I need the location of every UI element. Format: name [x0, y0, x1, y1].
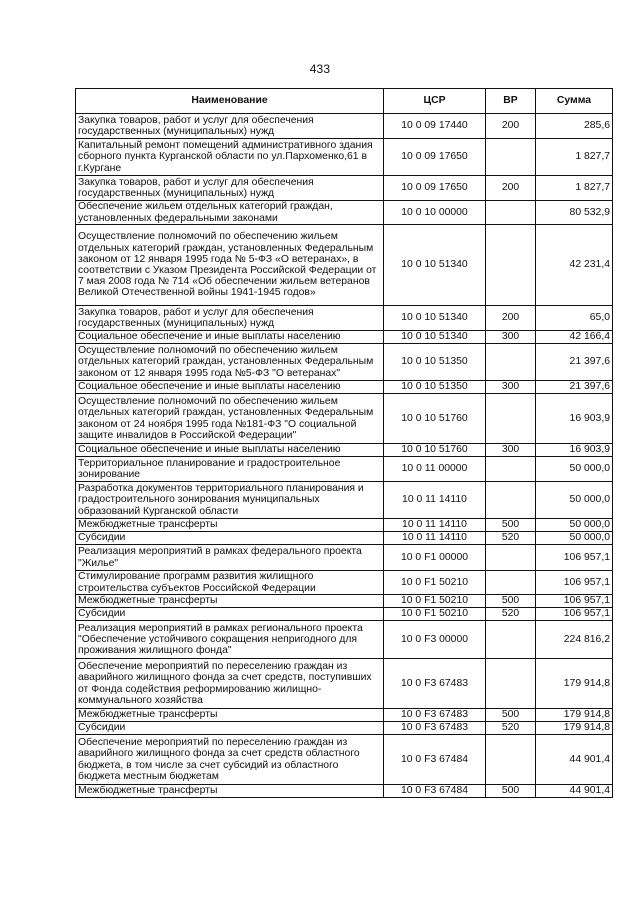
row-csr-cell: 10 0 10 51760	[384, 444, 486, 457]
row-csr-cell: 10 0 F1 50210	[384, 608, 486, 621]
row-csr-cell: 10 0 F1 00000	[384, 545, 486, 571]
row-vr-cell: 520	[486, 532, 536, 545]
table-row	[76, 225, 613, 306]
row-sum-cell: 224 816,2	[536, 621, 613, 659]
row-name-cell: Закупка товаров, работ и услуг для обеспечения государственных (муниципальных) нужд	[76, 306, 384, 331]
row-csr-cell: 10 0 10 00000	[384, 201, 486, 225]
row-name-cell: Межбюджетные трансферты	[76, 709, 384, 722]
table-row	[76, 722, 613, 735]
row-sum-cell: 106 957,1	[536, 595, 613, 608]
row-csr-cell: 10 0 F3 67483	[384, 659, 486, 709]
row-vr-cell	[486, 571, 536, 595]
row-sum-cell: 16 903,9	[536, 394, 613, 444]
row-name-cell: Реализация мероприятий в рамках регионального проекта "Обеспечение устойчивого сокращения непригодного для проживания жилищного фонда"	[76, 621, 384, 659]
row-name-cell: Обеспечение мероприятий по переселению граждан из аварийного жилищного фонда за счет средств областного бюджета, в том числе за счет субсидий из областного бюджета местным бюджетам	[76, 735, 384, 785]
table-row	[76, 331, 613, 344]
table-row	[76, 201, 613, 225]
row-csr-cell: 10 0 F1 50210	[384, 595, 486, 608]
row-csr-cell: 10 0 F1 50210	[384, 571, 486, 595]
row-csr-cell: 10 0 11 00000	[384, 457, 486, 482]
row-csr-cell: 10 0 11 14110	[384, 532, 486, 545]
row-vr-cell: 200	[486, 176, 536, 201]
row-vr-cell	[486, 482, 536, 519]
row-vr-cell: 200	[486, 114, 536, 139]
row-csr-cell: 10 0 10 51340	[384, 331, 486, 344]
table-row	[76, 785, 613, 798]
row-vr-cell	[486, 394, 536, 444]
table-row	[76, 444, 613, 457]
row-sum-cell: 1 827,7	[536, 139, 613, 176]
table-row	[76, 519, 613, 532]
row-sum-cell: 1 827,7	[536, 176, 613, 201]
row-vr-cell: 500	[486, 785, 536, 798]
table-row	[76, 306, 613, 331]
table-row	[76, 344, 613, 381]
row-name-cell: Капитальный ремонт помещений административного здания сборного пункта Курганской области по ул.Пархоменко,61 в г.Кургане	[76, 139, 384, 176]
row-name-cell: Субсидии	[76, 608, 384, 621]
row-csr-cell: 10 0 09 17440	[384, 114, 486, 139]
row-sum-cell: 179 914,8	[536, 659, 613, 709]
row-vr-cell: 500	[486, 595, 536, 608]
row-vr-cell	[486, 735, 536, 785]
table-row	[76, 621, 613, 659]
row-name-cell: Субсидии	[76, 532, 384, 545]
row-sum-cell: 50 000,0	[536, 532, 613, 545]
table-row	[76, 608, 613, 621]
row-vr-cell	[486, 457, 536, 482]
row-name-cell: Межбюджетные трансферты	[76, 785, 384, 798]
row-vr-cell	[486, 139, 536, 176]
table-row	[76, 457, 613, 482]
row-name-cell: Закупка товаров, работ и услуг для обеспечения государственных (муниципальных) нужд	[76, 114, 384, 139]
row-vr-cell: 300	[486, 444, 536, 457]
row-name-cell: Закупка товаров, работ и услуг для обеспечения государственных (муниципальных) нужд	[76, 176, 384, 201]
table-row	[76, 659, 613, 709]
header-csr: ЦСР	[384, 89, 486, 114]
table-body	[76, 114, 613, 798]
row-csr-cell: 10 0 09 17650	[384, 139, 486, 176]
row-name-cell: Осуществление полномочий по обеспечению жильем отдельных категорий граждан, установленных Федеральным законом от 12 января 1995 года №5-ФЗ "О ветеранах"	[76, 344, 384, 381]
row-vr-cell	[486, 545, 536, 571]
row-vr-cell	[486, 621, 536, 659]
row-sum-cell: 44 901,4	[536, 785, 613, 798]
row-name-cell: Межбюджетные трансферты	[76, 595, 384, 608]
row-vr-cell: 500	[486, 709, 536, 722]
row-sum-cell: 65,0	[536, 306, 613, 331]
row-vr-cell	[486, 201, 536, 225]
row-name-cell: Социальное обеспечение и иные выплаты населению	[76, 444, 384, 457]
row-sum-cell: 106 957,1	[536, 571, 613, 595]
row-csr-cell: 10 0 10 51340	[384, 306, 486, 331]
row-csr-cell: 10 0 11 14110	[384, 482, 486, 519]
row-sum-cell: 21 397,6	[536, 344, 613, 381]
row-sum-cell: 106 957,1	[536, 545, 613, 571]
row-name-cell: Социальное обеспечение и иные выплаты населению	[76, 381, 384, 394]
table-row	[76, 532, 613, 545]
row-vr-cell: 300	[486, 381, 536, 394]
row-name-cell: Реализация мероприятий в рамках федерального проекта "Жилье"	[76, 545, 384, 571]
row-csr-cell: 10 0 10 51350	[384, 344, 486, 381]
row-sum-cell: 50 000,0	[536, 482, 613, 519]
row-vr-cell: 200	[486, 306, 536, 331]
table-row	[76, 545, 613, 571]
header-vr: ВР	[486, 89, 536, 114]
row-sum-cell: 16 903,9	[536, 444, 613, 457]
row-name-cell: Стимулирование программ развития жилищного строительства субъектов Российской Федерации	[76, 571, 384, 595]
table-row	[76, 595, 613, 608]
row-csr-cell: 10 0 11 14110	[384, 519, 486, 532]
row-csr-cell: 10 0 F3 00000	[384, 621, 486, 659]
page-number: 433	[309, 62, 331, 76]
table-row	[76, 709, 613, 722]
row-csr-cell: 10 0 F3 67484	[384, 785, 486, 798]
row-sum-cell: 42 166,4	[536, 331, 613, 344]
row-name-cell: Территориальное планирование и градостроительное зонирование	[76, 457, 384, 482]
row-sum-cell: 50 000,0	[536, 457, 613, 482]
row-name-cell: Осуществление полномочий по обеспечению жильем отдельных категорий граждан, установленных Федеральным законом от 12 января 1995 года № 5-ФЗ «О ветеранах», в соответствии с Указом Президента Российской Федерации от 7 мая 2008 года № 714 «Об обеспечении жильем ветеранов Великой Отечественной войны 1941-1945 годов»	[76, 225, 384, 306]
header-name: Наименование	[76, 89, 384, 114]
row-sum-cell: 106 957,1	[536, 608, 613, 621]
table-row	[76, 176, 613, 201]
row-sum-cell: 179 914,8	[536, 722, 613, 735]
table-row	[76, 571, 613, 595]
row-vr-cell: 500	[486, 519, 536, 532]
table-row	[76, 139, 613, 176]
row-csr-cell: 10 0 10 51340	[384, 225, 486, 306]
row-sum-cell: 42 231,4	[536, 225, 613, 306]
row-name-cell: Разработка документов территориального планирования и градостроительного зонирования муниципальных образований Курганской области	[76, 482, 384, 519]
table-header-row	[76, 89, 613, 114]
row-name-cell: Осуществление полномочий по обеспечению жильем отдельных категорий граждан, установленных Федеральным законом от 24 ноября 1995 года №181-ФЗ "О социальной защите инвалидов в Российской Федерации"	[76, 394, 384, 444]
row-sum-cell: 44 901,4	[536, 735, 613, 785]
row-name-cell: Обеспечение жильем отдельных категорий граждан, установленных федеральными законами	[76, 201, 384, 225]
row-vr-cell: 520	[486, 722, 536, 735]
table-row	[76, 482, 613, 519]
budget-table	[75, 88, 613, 798]
row-name-cell: Межбюджетные трансферты	[76, 519, 384, 532]
table-row	[76, 381, 613, 394]
table-row	[76, 394, 613, 444]
row-name-cell: Субсидии	[76, 722, 384, 735]
row-vr-cell	[486, 344, 536, 381]
table-row	[76, 735, 613, 785]
row-sum-cell: 50 000,0	[536, 519, 613, 532]
row-csr-cell: 10 0 09 17650	[384, 176, 486, 201]
row-vr-cell	[486, 225, 536, 306]
row-sum-cell: 179 914,8	[536, 709, 613, 722]
row-name-cell: Обеспечение мероприятий по переселению граждан из аварийного жилищного фонда за счет средств, поступивших от Фонда содействия реформированию жилищно-коммунального хозяйства	[76, 659, 384, 709]
row-vr-cell: 300	[486, 331, 536, 344]
header-sum: Сумма	[536, 89, 613, 114]
row-csr-cell: 10 0 F3 67483	[384, 722, 486, 735]
row-sum-cell: 285,6	[536, 114, 613, 139]
row-sum-cell: 21 397,6	[536, 381, 613, 394]
row-name-cell: Социальное обеспечение и иные выплаты населению	[76, 331, 384, 344]
row-csr-cell: 10 0 F3 67483	[384, 709, 486, 722]
row-csr-cell: 10 0 10 51760	[384, 394, 486, 444]
row-sum-cell: 80 532,9	[536, 201, 613, 225]
row-vr-cell: 520	[486, 608, 536, 621]
row-vr-cell	[486, 659, 536, 709]
table-row	[76, 114, 613, 139]
row-csr-cell: 10 0 F3 67484	[384, 735, 486, 785]
row-csr-cell: 10 0 10 51350	[384, 381, 486, 394]
